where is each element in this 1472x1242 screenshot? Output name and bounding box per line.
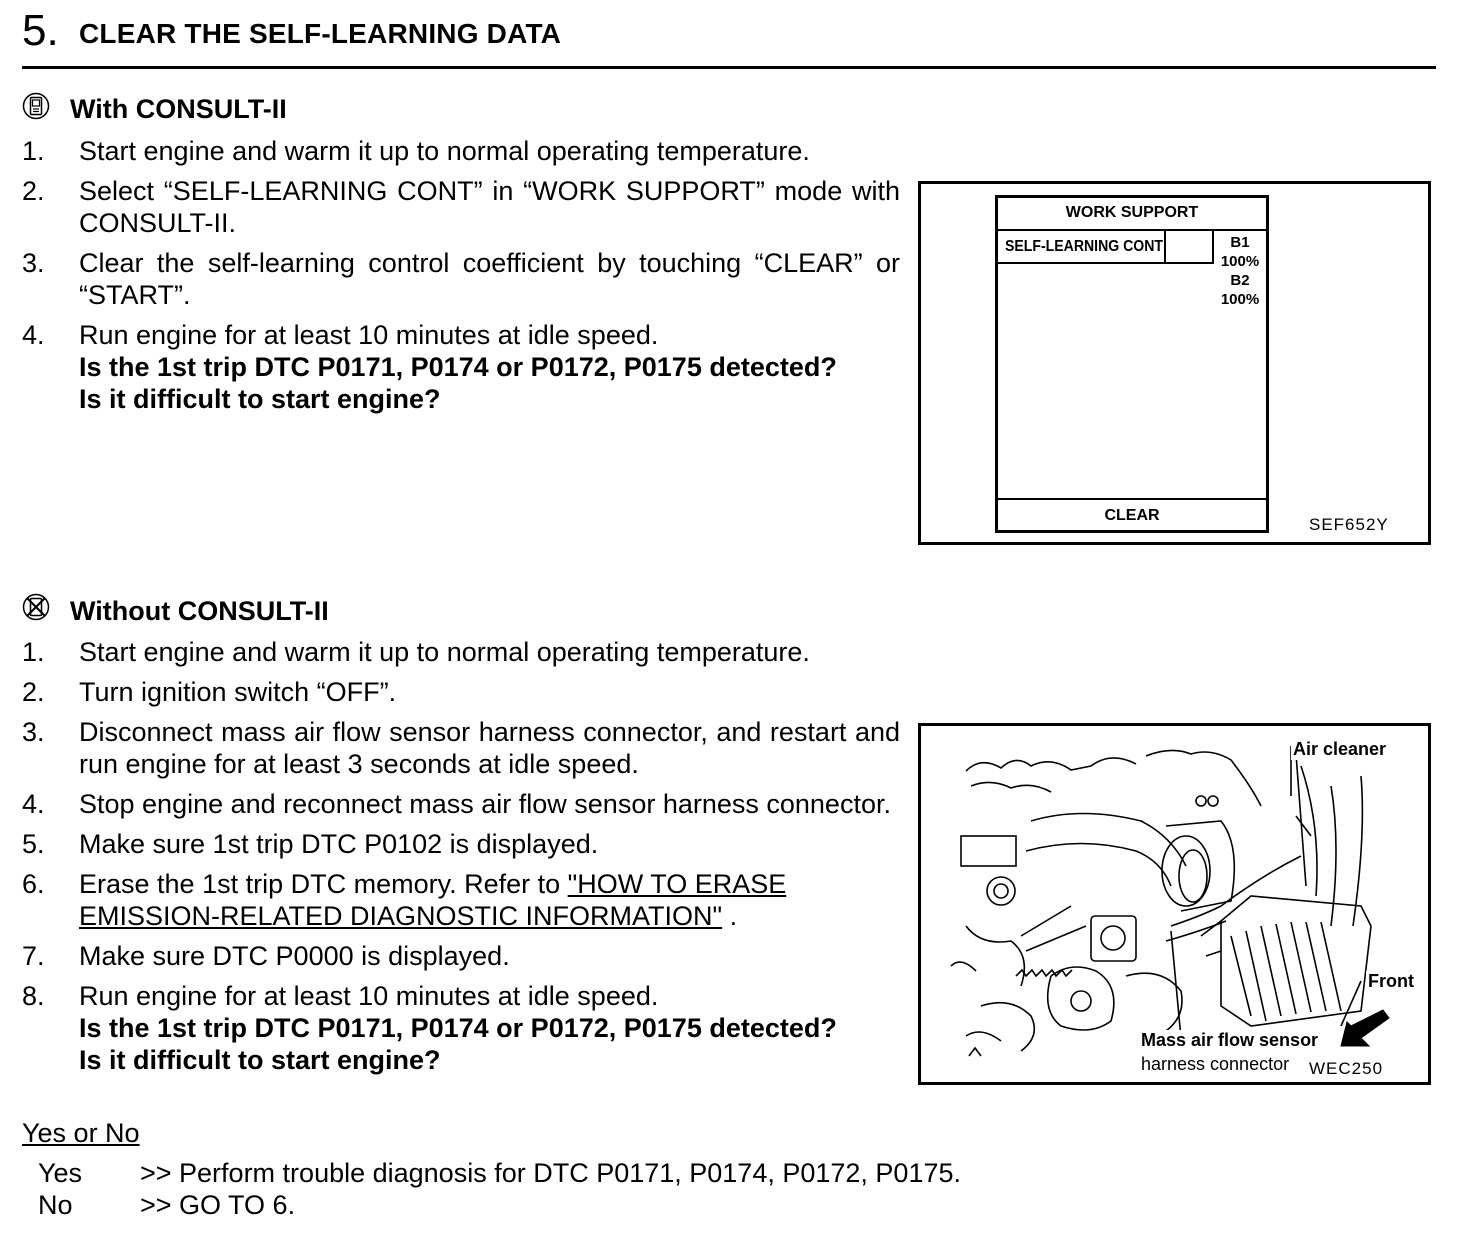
diagnostic-question: Is it difficult to start engine? bbox=[79, 384, 441, 414]
cell-divider bbox=[1164, 231, 1166, 262]
with-consult-heading: With CONSULT-II bbox=[70, 94, 287, 124]
list-item: 4. Run engine for at least 10 minutes at idle speed. Is the 1st trip DTC P0171, P0174 or P0172, P0175 detected? Is it difficult to start engine? bbox=[22, 319, 900, 415]
list-item: 2. Select “SELF-LEARNING CONT” in “WORK SUPPORT” mode with CONSULT-II. bbox=[22, 176, 900, 238]
step-title: CLEAR THE SELF-LEARNING DATA bbox=[79, 18, 562, 49]
front-label: Front bbox=[1368, 971, 1414, 991]
figure-work-support-screen bbox=[918, 181, 1431, 545]
screen-title: WORK SUPPORT bbox=[1065, 204, 1199, 221]
answer-yes: Yes bbox=[38, 1158, 83, 1188]
engine-illustration bbox=[921, 726, 1428, 1082]
without-consult-heading: Without CONSULT-II bbox=[70, 596, 329, 626]
divider bbox=[998, 498, 1266, 500]
list-item: 8. Run engine for at least 10 minutes at idle speed. Is the 1st trip DTC P0171, P0174 or P0172, P0175 detected? Is it difficult to start engine? bbox=[22, 980, 900, 1076]
self-learning-row[interactable] bbox=[998, 231, 1214, 264]
figure-code: SEF652Y bbox=[1309, 515, 1389, 534]
with-consult-steps bbox=[22, 135, 900, 423]
list-item: 5. Make sure 1st trip DTC P0102 is displayed. bbox=[22, 829, 599, 859]
clear-button[interactable]: CLEAR bbox=[1104, 507, 1160, 524]
list-item: 6. Erase the 1st trip DTC memory. Refer to "HOW TO ERASE EMISSION-RELATED DIAGNOSTIC INFORMATION" . bbox=[22, 869, 787, 931]
figure-engine-compartment bbox=[918, 723, 1431, 1085]
list-item: 1. Start engine and warm it up to normal operating temperature. bbox=[22, 637, 810, 667]
air-cleaner-label: Air cleaner bbox=[1293, 739, 1387, 759]
list-item: 7. Make sure DTC P0000 is displayed. bbox=[22, 941, 510, 971]
diagnostic-question: Is it difficult to start engine? bbox=[79, 1045, 441, 1075]
diagnostic-question: Is the 1st trip DTC P0171, P0174 or P0172, P0175 detected? bbox=[79, 352, 837, 382]
step-number: 5. bbox=[22, 6, 59, 55]
maf-sensor-label: Mass air flow sensor bbox=[1141, 1030, 1319, 1050]
list-item: 2. Turn ignition switch “OFF”. bbox=[22, 677, 397, 707]
header-divider bbox=[22, 66, 1436, 69]
without-consult-steps bbox=[22, 636, 900, 1084]
diagnostic-question: Is the 1st trip DTC P0171, P0174 or P0172, P0175 detected? bbox=[79, 1013, 837, 1043]
yes-no-heading: Yes or No bbox=[22, 1118, 140, 1148]
action-yes: >> Perform trouble diagnosis for DTC P0171, P0174, P0172, P0175. bbox=[140, 1158, 961, 1188]
harness-connector-label: harness connector bbox=[1141, 1054, 1290, 1074]
list-item: 4. Stop engine and reconnect mass air flow sensor harness connector. bbox=[22, 789, 891, 819]
consult-tester-icon bbox=[22, 92, 50, 125]
figure-code: WEC250 bbox=[1309, 1059, 1384, 1078]
erase-emission-info-link[interactable]: "HOW TO ERASE EMISSION-RELATED DIAGNOSTIC INFORMATION" bbox=[79, 869, 787, 931]
list-item: 3. Clear the self-learning control coefficient by touching “CLEAR” or “START”. bbox=[22, 248, 900, 310]
action-no: >> GO TO 6. bbox=[140, 1190, 296, 1220]
no-consult-tester-icon bbox=[22, 593, 50, 626]
bank-values: B1 100% B2 100% bbox=[1220, 234, 1260, 308]
answer-no: No bbox=[38, 1190, 73, 1220]
consult-screen bbox=[995, 195, 1269, 533]
self-learning-label: SELF-LEARNING CONT bbox=[1005, 238, 1164, 255]
list-item: 1. Start engine and warm it up to normal operating temperature. bbox=[22, 136, 810, 166]
list-item: 3. Disconnect mass air flow sensor harness connector, and restart and run engine for at least 3 seconds at idle speed. bbox=[22, 717, 900, 779]
